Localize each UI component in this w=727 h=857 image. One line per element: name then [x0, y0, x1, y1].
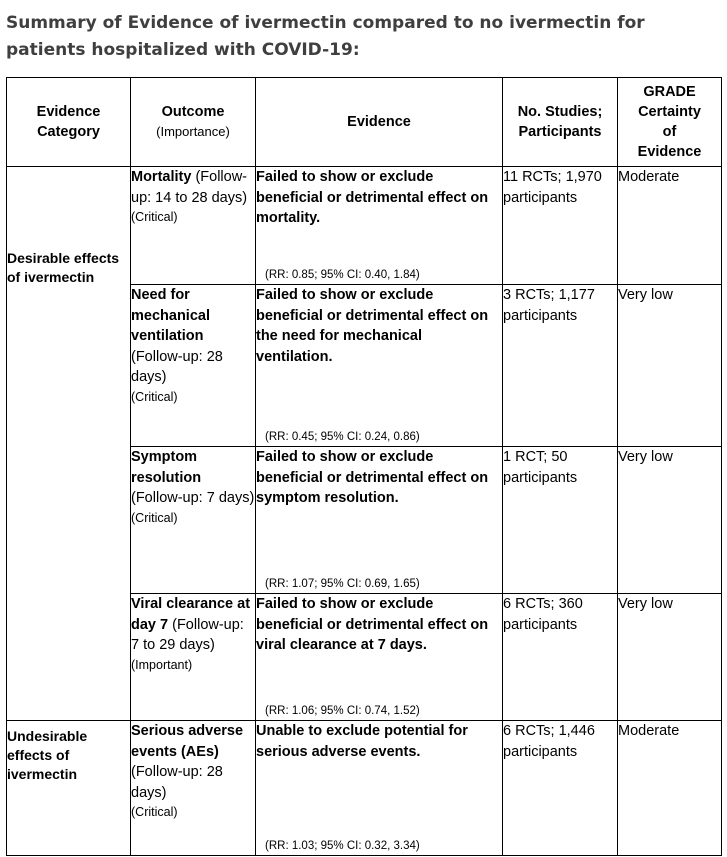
outcome-name: Viral clearance at day 7: [131, 596, 251, 633]
evidence-cell: [256, 594, 503, 721]
outcome-cell: [131, 167, 256, 285]
header-evidence: Evidence: [256, 78, 503, 167]
outcome-importance: (Critical): [131, 510, 178, 525]
outcome-name: Serious adverse events (AEs): [131, 723, 244, 760]
evidence-cell: [256, 447, 503, 594]
evidence-statement: Failed to show or exclude beneficial or detrimental effect on the need for mechanical ventilation.: [256, 287, 489, 365]
outcome-cell: [131, 721, 256, 856]
outcome-importance: (Important): [131, 657, 193, 672]
header-outcome: [131, 78, 256, 167]
studies-cell: 11 RCTs; 1,970 participants: [503, 167, 618, 285]
outcome-followup: (Follow-up: 14 to 28 days): [131, 169, 248, 206]
evidence-statement: Unable to exclude potential for serious adverse events.: [256, 723, 468, 760]
header-outcome-label: Outcome: [161, 104, 225, 120]
header-outcome-importance: (Importance): [156, 124, 230, 139]
outcome-name: Need for mechanical ventilation: [131, 287, 210, 345]
evidence-statement: Failed to show or exclude beneficial or detrimental effect on symptom resolution.: [256, 449, 489, 507]
studies-cell: 6 RCTs; 1,446 participants: [503, 721, 618, 856]
outcome-importance: (Critical): [131, 389, 178, 404]
evidence-rr: (RR: 1.07; 95% CI: 0.69, 1.65): [265, 578, 420, 590]
outcome-cell: [131, 285, 256, 447]
evidence-rr: (RR: 1.03; 95% CI: 0.32, 3.34): [265, 840, 420, 852]
certainty-cell: Moderate: [618, 167, 722, 285]
evidence-summary-table: [6, 77, 722, 856]
category-desirable: Desirable effects of ivermectin: [7, 167, 131, 721]
outcome-name: Mortality: [131, 169, 192, 185]
outcome-followup: (Follow-up: 7 days): [131, 490, 255, 507]
certainty-cell: Very low: [618, 285, 722, 447]
header-studies: No. Studies; Participants: [503, 78, 618, 167]
outcome-followup: (Follow-up: 7 to 29 days): [131, 616, 244, 654]
evidence-rr: (RR: 1.06; 95% CI: 0.74, 1.52): [265, 705, 420, 717]
page-title: Summary of Evidence of ivermectin compared to no ivermectin for patients hospitalized with COVID-19:: [6, 13, 645, 60]
evidence-statement: Failed to show or exclude beneficial or detrimental effect on mortality.: [256, 169, 489, 227]
outcome-name: Symptom resolution: [131, 449, 202, 486]
outcome-importance: (Critical): [131, 805, 178, 820]
table-row: [7, 167, 722, 285]
header-evidence-category: Evidence Category: [7, 78, 131, 167]
header-grade-certainty: GRADE Certainty of Evidence: [618, 78, 722, 167]
certainty-cell: Moderate: [618, 721, 722, 856]
evidence-cell: [256, 721, 503, 856]
table-row: [7, 721, 722, 856]
studies-cell: 6 RCTs; 360 participants: [503, 594, 618, 721]
outcome-followup: (Follow-up: 28 days): [131, 764, 223, 801]
certainty-cell: Very low: [618, 594, 722, 721]
outcome-cell: [131, 447, 256, 594]
evidence-rr: (RR: 0.45; 95% CI: 0.24, 0.86): [265, 431, 420, 443]
evidence-rr: (RR: 0.85; 95% CI: 0.40, 1.84): [265, 269, 420, 281]
evidence-cell: [256, 285, 503, 447]
outcome-followup: (Follow-up: 28 days): [131, 348, 223, 386]
outcome-cell: [131, 594, 256, 721]
outcome-importance: (Critical): [131, 210, 178, 225]
evidence-statement: Failed to show or exclude beneficial or detrimental effect on viral clearance at 7 days.: [256, 596, 489, 654]
certainty-cell: Very low: [618, 447, 722, 594]
header-row: [7, 78, 722, 167]
evidence-cell: [256, 167, 503, 285]
studies-cell: 3 RCTs; 1,177 participants: [503, 285, 618, 447]
category-undesirable: Undesirable effects of ivermectin: [7, 721, 131, 856]
studies-cell: 1 RCT; 50 participants: [503, 447, 618, 594]
